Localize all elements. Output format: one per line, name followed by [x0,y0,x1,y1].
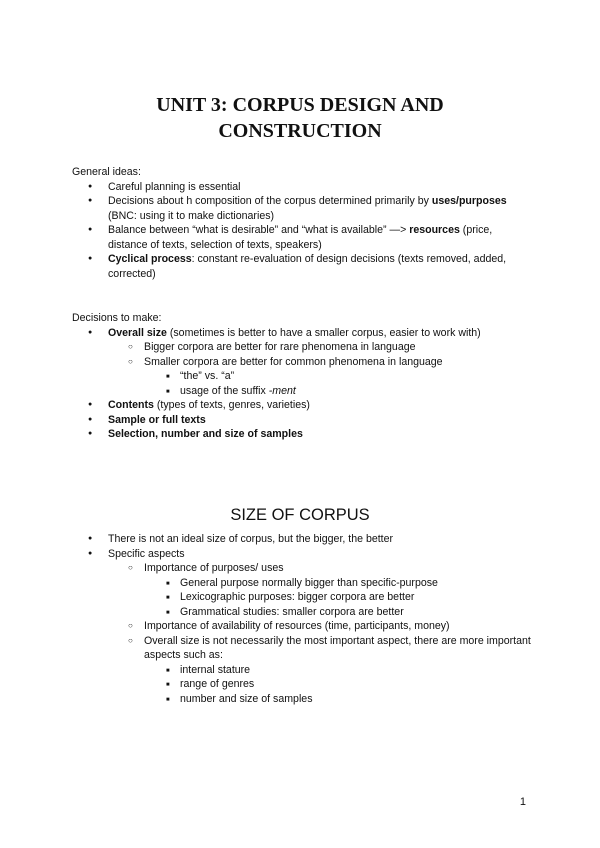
sub-list [72,340,532,398]
item-text: (sometimes is better to have a smaller corpus, easier to work with) [166,326,481,339]
sub-list [72,561,532,706]
item-text: (types of texts, genres, varieties) [153,399,310,411]
list-item [72,180,532,195]
size-list [72,532,532,706]
decisions-label: Decisions to make: [72,312,162,324]
sub-sub-item [144,605,532,620]
sub-item [108,340,532,355]
sub-item [108,619,532,634]
list-item [72,427,532,442]
item-bold: Overall size [108,326,167,339]
sub-sub-item [144,590,532,605]
sub-sub-list [108,576,532,620]
item-text: : constant re-evaluation of design decisions (texts removed, added, corrected) [108,253,507,280]
item-text: “the” vs. “a” [180,370,235,382]
item-text: Balance between “what is desirable” and “what is available” —> [108,224,410,236]
sub-sub-item [144,576,532,591]
item-text: range of genres [180,678,255,690]
general-ideas-section [72,165,532,281]
item-text: Smaller corpora are better for common phenomena in language [144,355,443,368]
sub-sub-list [108,663,532,707]
item-bold: resources [409,224,460,236]
sub-item [108,634,532,707]
sub-item [108,561,532,619]
list-item [72,252,532,281]
decisions-section [72,311,532,442]
item-text: (BNC: using it to make dictionaries) [108,209,275,222]
sub-sub-item [144,384,532,399]
general-ideas-label: General ideas: [72,166,141,178]
item-bold: Selection, number and size of samples [108,428,303,440]
item-text: General purpose normally bigger than specific-purpose [180,576,438,589]
item-text: Decisions about h composition of the corpus determined primarily by [108,195,432,207]
item-text: Lexicographic purposes: bigger corpora are better [180,591,415,603]
item-text: Bigger corpora are better for rare phenomena in language [144,341,416,353]
title-line-2: CONSTRUCTION [218,120,382,142]
page-number: 1 [519,796,526,808]
item-text: Careful planning is essential [108,180,241,193]
item-text: Grammatical studies: smaller corpora are better [180,605,404,618]
item-bold: Contents [108,399,154,411]
decisions-list [72,326,532,442]
sub-sub-item [144,369,532,384]
general-ideas-list [72,180,532,282]
item-italic: -ment [268,384,296,397]
item-bold: uses/purposes [431,195,507,207]
sub-sub-list [108,369,532,398]
item-text: There is not an ideal size of corpus, but the bigger, the better [108,533,394,545]
list-item [72,194,532,223]
sub-sub-item [144,677,532,692]
list-item [72,532,532,547]
title-line-1: UNIT 3: CORPUS DESIGN AND [156,94,444,116]
item-text: Importance of purposes/ uses [144,562,284,574]
item-text: Importance of availability of resources (time, participants, money) [144,620,450,632]
list-item [72,413,532,428]
item-text: number and size of samples [180,692,313,705]
section-heading: SIZE OF CORPUS [230,506,370,524]
list-item [72,326,532,399]
sub-sub-item [144,663,532,678]
size-section [72,532,532,706]
item-text: usage of the suffix [180,384,269,397]
list-item [72,547,532,707]
item-bold: Cyclical process [108,253,192,265]
page-title [0,92,600,144]
item-text: Specific aspects [108,547,185,560]
list-item [72,398,532,413]
item-bold: Sample or full texts [108,413,206,426]
list-item [72,223,532,252]
item-text: internal stature [180,663,251,676]
item-text: Overall size is not necessarily the most important aspect, there are more important aspects such as: [144,634,531,661]
sub-item [108,355,532,399]
item-text: (price, distance of texts, selection of texts, speakers) [108,224,493,251]
sub-sub-item [144,692,532,707]
